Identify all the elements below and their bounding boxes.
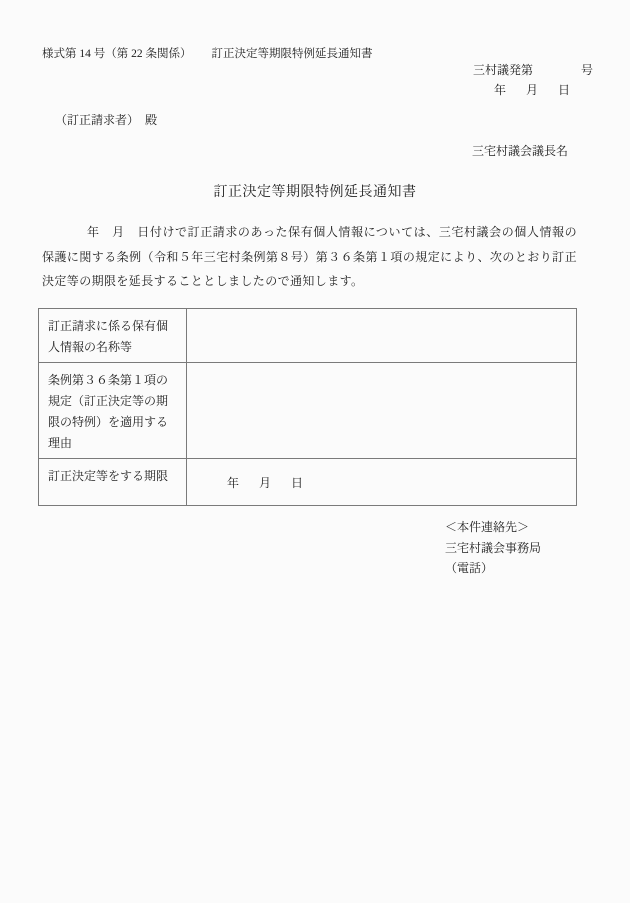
table-label-deadline: 訂正決定等をする期限 <box>39 459 187 506</box>
body-paragraph: 年 月 日付けで訂正請求のあった保有個人情報については、三宅村議会の個人情報の保護に関する条例（令和５年三宅村条例第８号）第３６条第１項の規定により、次のとおり訂正決定等の期限を延長することとしましたので通知します。 <box>42 225 577 289</box>
table-value-held-info-name <box>187 309 577 363</box>
table-row-reason <box>39 363 577 459</box>
document-number-line: 三村議発第 号 <box>472 63 593 77</box>
contact-organization: 三宅村議会事務局 <box>445 540 542 555</box>
table-value-reason <box>187 363 577 459</box>
contact-block <box>445 517 541 579</box>
table-label-held-info-name: 訂正請求に係る保有個人情報の名称等 <box>39 309 187 363</box>
contact-phone: （電話） <box>445 561 494 575</box>
table-row-held-info-name <box>39 309 577 363</box>
document-title: 訂正決定等期限特例延長通知書 <box>213 185 417 200</box>
table-value-deadline: 年 月 日 <box>187 459 577 506</box>
document-date-line: 年 月 日 <box>493 83 574 97</box>
table-label-reason: 条例第３６条第１項の規定（訂正決定等の期限の特例）を適用する理由 <box>39 363 187 459</box>
form-reference-line <box>42 45 373 61</box>
contact-heading: ＜本件連絡先＞ <box>445 520 530 534</box>
sender-line: 三宅村議会議長名 <box>471 144 568 158</box>
addressee-line: （訂正請求者） 殿 <box>55 113 158 127</box>
form-table <box>38 308 577 506</box>
form-reference-number: 様式第 14 号（第 22 条関係） <box>42 48 192 60</box>
form-reference-title: 訂正決定等期限特例延長通知書 <box>211 48 373 60</box>
table-row-deadline <box>39 459 577 506</box>
